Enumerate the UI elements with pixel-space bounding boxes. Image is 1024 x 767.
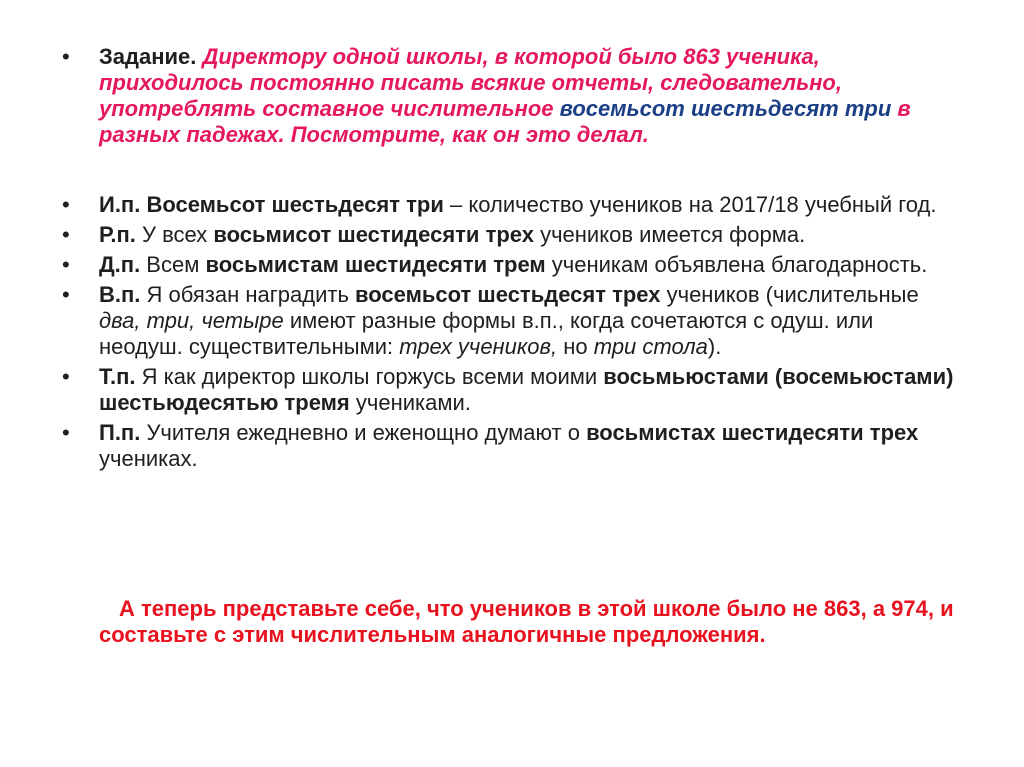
case-numeral: Восемьсот шестьдесят три	[140, 192, 444, 217]
case-rest: учениках.	[99, 446, 198, 471]
task-text-2: в разных падежах. Посмотрите, как он это делал.	[99, 96, 911, 147]
case-rest: ученикам объявлена благодарность.	[545, 252, 928, 277]
bullet-marker: •	[62, 282, 70, 307]
bullet-marker: •	[62, 420, 70, 445]
case-italic-1: два, три, четыре	[99, 308, 284, 333]
task-label: Задание.	[99, 44, 197, 69]
case-text: Всем	[140, 252, 206, 277]
case-label: В.п.	[99, 282, 141, 307]
case-rest: – количество учеников на 2017/18 учебный год.	[443, 192, 937, 217]
case-text: Я обязан наградить	[140, 282, 356, 307]
case-prepositional	[62, 420, 962, 472]
case-text: У всех	[135, 222, 214, 247]
case-rest: учеников имеется форма.	[533, 222, 806, 247]
case-nominative	[62, 192, 962, 218]
task-item	[62, 44, 962, 148]
case-text-3: имеют разные формы в.п., когда сочетаются с одуш. или неодуш. существительными:	[99, 308, 874, 359]
bullet-list	[62, 44, 962, 472]
case-label: И.п.	[99, 192, 141, 217]
case-numeral: восьмисот шестидесяти трех	[213, 222, 534, 247]
case-label: Д.п.	[99, 252, 141, 277]
bullet-marker: •	[62, 222, 70, 247]
case-label: Т.п.	[99, 364, 136, 389]
case-numeral: восьмистах шестидесяти трех	[586, 420, 919, 445]
case-numeral: восьмистам шестидесяти трем	[205, 252, 546, 277]
case-text-2: учеников (числительные	[660, 282, 919, 307]
case-label: П.п.	[99, 420, 141, 445]
case-label: Р.п.	[99, 222, 136, 247]
case-accusative	[62, 282, 962, 360]
bullet-marker: •	[62, 364, 70, 389]
case-numeral: восьмьюстами (восемьюстами) шестьюдесятью тремя	[99, 364, 954, 415]
task-text-1: Директору одной школы, в которой было 863 ученика, приходилось постоянно писать всякие отчеты, следовательно, употреблять составное числительное	[99, 44, 842, 121]
case-rest: учениками.	[349, 390, 471, 415]
case-text: Я как директор школы горжусь всеми моими	[135, 364, 604, 389]
case-genitive	[62, 222, 962, 248]
case-dative	[62, 252, 962, 278]
case-italic-3: три стола	[593, 334, 708, 359]
case-text-4: но	[557, 334, 594, 359]
bullet-marker: •	[62, 192, 70, 217]
case-numeral: восемьсот шестьдесят трех	[355, 282, 661, 307]
final-assignment: А теперь представьте себе, что учеников в этой школе было не 863, а 974, и составьте с этим числительным аналогичные предложения.	[99, 596, 954, 647]
case-italic-2: трех учеников,	[399, 334, 558, 359]
bullet-marker: •	[62, 44, 70, 69]
task-numeral: восемьсот шестьдесят три	[559, 96, 892, 121]
case-instrumental	[62, 364, 962, 416]
case-text: Учителя ежедневно и еженощно думают о	[140, 420, 587, 445]
case-text-5: ).	[707, 334, 722, 359]
bullet-marker: •	[62, 252, 70, 277]
